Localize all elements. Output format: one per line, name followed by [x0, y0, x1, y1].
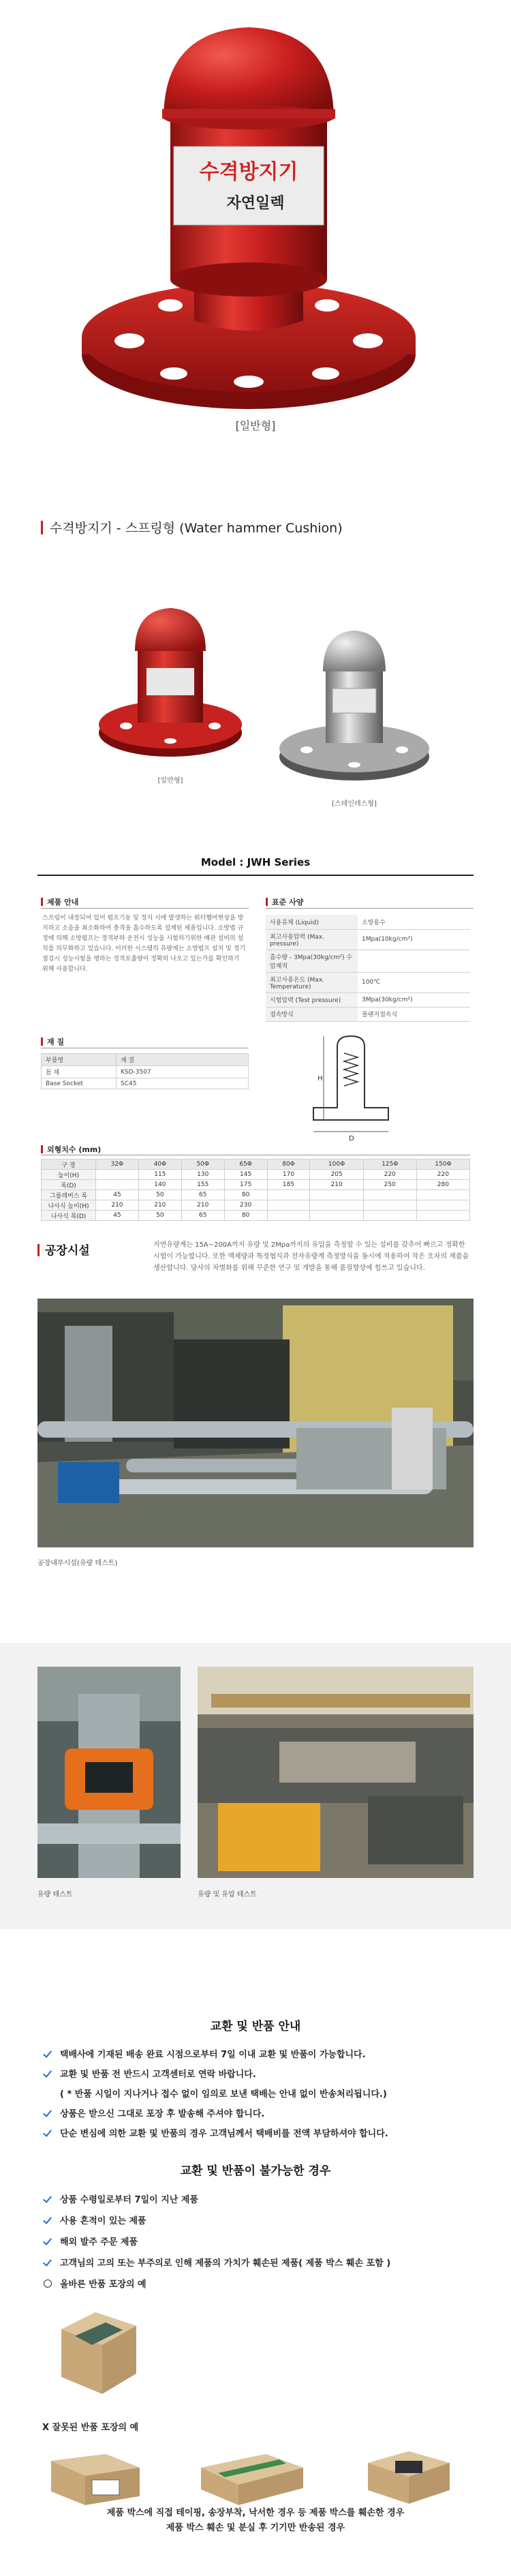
spring-title-text: 수격방지기 - 스프링형 (Water hammer Cushion)	[50, 521, 343, 536]
description-title-text: 제품 안내	[47, 898, 79, 907]
dimensions-cell	[96, 1180, 139, 1190]
dimensions-cell	[363, 1190, 416, 1200]
spec-key: 최고사용압력 (Max. pressure)	[266, 929, 358, 950]
spec-value: 100℃	[358, 972, 470, 992]
exchange-item-text: 택배사에 기재된 배송 완료 시점으로부터 7일 이내 교환 및 반품이 가능합니다.	[60, 2050, 366, 2060]
bad-packing-line1: 제품 박스에 직접 테이핑, 송장부착, 낙서한 경우 등 제품 박스를 훼손한 경우	[106, 2508, 405, 2518]
dimensions-cell: 185	[267, 1180, 310, 1190]
dimensions-row	[42, 1180, 470, 1190]
not-allowed-item	[42, 2188, 478, 2209]
dimensions-cell: 130	[181, 1170, 224, 1180]
spec-key: 사용유체 (Liquid)	[266, 915, 358, 929]
spec-value: 플랜지접속식	[358, 1007, 470, 1021]
dimensions-header-cell: 50Φ	[181, 1160, 224, 1170]
bad-packing-label: X 잘못된 반품 포장의 예	[42, 2423, 139, 2433]
dimensions-cell	[267, 1211, 310, 1221]
good-packing-text: 올바른 반품 포장의 예	[60, 2279, 146, 2290]
spec-value: 1Mpa(10kg/cm²)	[358, 929, 470, 950]
title-accent-bar	[41, 521, 43, 534]
exchange-item-text: 상품은 받으신 그대로 포장 후 발송해 주셔야 합니다.	[60, 2109, 265, 2119]
dimensions-cell: 175	[224, 1180, 267, 1190]
not-allowed-item	[42, 2252, 478, 2273]
dimensions-cell: 65	[181, 1190, 224, 1200]
stainless-product-image	[266, 620, 443, 791]
spec-value: 소방용수	[358, 915, 470, 929]
spec-value: 3Mpa(30kg/cm²)	[358, 992, 470, 1007]
bad-packing-description	[0, 2506, 511, 2536]
spec-underline	[266, 908, 474, 909]
description-text: 스프링이 내장되어 있어 펌프기동 및 정지 시에 발생하는 워터햄머현상을 방지하고 소음을 최소화하여 충격을 흡수하도록 설계된 제품입니다. 소방법 규정에 의해 소방펌프는 정격부하 운전시 성능을 시험하기위한 배관 설비의 설치를 의무화하고 있습니다. 이러한 시스템의 유량계는 소방펌프 설치 및 정기점검시 성능시험을 행하는 정격토출량이 정확히 나오고 있는가를 확인하기 위해 사용합니다.	[42, 915, 246, 973]
dimensions-cell: 나사식 높이(H)	[42, 1200, 96, 1211]
factory-title-text: 공장시설	[45, 1244, 90, 1258]
not-allowed-list	[42, 2188, 478, 2294]
description-title	[41, 896, 78, 907]
dimensions-title	[41, 1144, 101, 1155]
dimensions-title-text: 외형치수 (mm)	[47, 1145, 102, 1154]
dimensions-cell: 80	[224, 1190, 267, 1200]
dimensions-cell	[267, 1200, 310, 1211]
dimensions-cell: 205	[310, 1170, 363, 1180]
material-title	[41, 1036, 64, 1047]
check-icon	[42, 2257, 53, 2268]
dimensions-header-cell: 구 경	[42, 1160, 96, 1170]
accent-mark	[37, 1244, 40, 1256]
dimensions-header-row	[42, 1160, 470, 1170]
not-allowed-item	[42, 2209, 478, 2230]
cross-section-drawing	[286, 1033, 429, 1142]
model-banner: Model : JWH Series	[200, 856, 311, 868]
dimensions-cell: 50	[138, 1190, 181, 1200]
drawing-label-h: H	[318, 1075, 323, 1082]
dimensions-header-cell: 65Φ	[224, 1160, 267, 1170]
dimensions-cell: 210	[96, 1200, 139, 1211]
dimensions-cell: 170	[267, 1170, 310, 1180]
dimensions-cell: 115	[138, 1170, 181, 1180]
accent-mark	[41, 1037, 43, 1046]
description-underline	[41, 908, 249, 909]
exchange-item	[42, 2063, 478, 2083]
dimensions-cell: 그룹레버스 폭	[42, 1190, 96, 1200]
dimensions-cell: 45	[96, 1211, 139, 1221]
check-icon	[42, 2048, 53, 2059]
model-divider	[37, 875, 474, 876]
dimensions-header-cell: 32Φ	[96, 1160, 139, 1170]
spec-title-text: 표준 사양	[272, 898, 304, 907]
exchange-note	[42, 2083, 478, 2103]
drawing-label-d: D	[349, 1135, 354, 1142]
exchange-item	[42, 2103, 478, 2123]
exchange-item	[42, 2123, 478, 2142]
dimensions-cell: 210	[310, 1180, 363, 1190]
factory-text: 자연유량계는 15A~200A까지 유량 및 2Mpa까지의 유압을 측정할 수 있는 설비를 갖추어 빠르고 정확한 시험이 가능합니다. 또한 액체량과 특정협식과 전자유량계 측정방식을 동시에 적용하여 작은 오차의 제품을 생산합니다. 당사의 차별화를 위해 꾸준한 연구 및 개발을 통해 품질향상에 힘쓰고 있습니다.	[153, 1241, 469, 1272]
spec-key: 시험압력 (Test pressure)	[266, 992, 358, 1007]
dimensions-cell: 높이(H)	[42, 1170, 96, 1180]
spec-row	[266, 929, 470, 950]
dimensions-cell: 280	[416, 1180, 469, 1190]
check-icon	[42, 2108, 53, 2119]
material-key: 부품명	[42, 1054, 117, 1066]
dimensions-header-cell: 100Φ	[310, 1160, 363, 1170]
spec-row	[266, 915, 470, 929]
dimensions-header-cell: 40Φ	[138, 1160, 181, 1170]
check-icon	[42, 2236, 53, 2247]
not-allowed-title: 교환 및 반품이 불가능한 경우	[180, 2164, 331, 2178]
material-key: 몸 체	[42, 1066, 117, 1078]
not-allowed-item	[42, 2230, 478, 2252]
bad-packing-line2: 제품 박스 훼손 및 분실 후 기기만 반송된 경우	[166, 2523, 345, 2533]
exchange-title: 교환 및 반품 안내	[210, 2020, 301, 2033]
dimensions-cell	[96, 1170, 139, 1180]
dimensions-cell	[416, 1211, 469, 1221]
flow-test-photo	[37, 1667, 181, 1878]
dimensions-row	[42, 1190, 470, 1200]
dimensions-cell: 나사식 폭(D)	[42, 1211, 96, 1221]
spec-key: 흡수량 - 3Mpa(30kg/cm²) 수압체적	[266, 950, 358, 972]
good-packing-box-image	[48, 2299, 143, 2401]
stainless-product-caption: [스테인레스형]	[332, 800, 377, 808]
dimensions-table	[41, 1159, 470, 1221]
spec-row	[266, 1007, 470, 1021]
dimensions-cell: 210	[138, 1200, 181, 1211]
check-icon	[42, 2068, 53, 2079]
hero-label-line2: 자연일렉	[226, 195, 285, 212]
dimensions-cell	[310, 1190, 363, 1200]
material-value: 재 질	[117, 1054, 249, 1066]
accent-mark	[41, 898, 43, 906]
water-hammer-hero-illustration	[0, 0, 511, 477]
factory-main-photo	[37, 1299, 474, 1547]
spec-key: 최고사용온도 (Max. Temperature)	[266, 972, 358, 992]
dimensions-cell: 145	[224, 1170, 267, 1180]
flow-test-caption: 유량 테스트	[37, 1891, 73, 1898]
spec-table	[266, 915, 470, 1022]
dimensions-cell: 220	[363, 1170, 416, 1180]
not-allowed-item-text: 해외 발주 주문 제품	[60, 2237, 138, 2247]
pressure-test-caption: 유량 및 유압 테스트	[198, 1891, 257, 1898]
check-icon	[42, 2215, 53, 2226]
material-row	[42, 1078, 249, 1089]
check-icon	[42, 2194, 53, 2204]
dimensions-cell: 220	[416, 1170, 469, 1180]
material-row	[42, 1066, 249, 1078]
not-allowed-item-text: 상품 수령일로부터 7일이 지난 제품	[60, 2195, 198, 2205]
dimensions-header-cell: 80Φ	[267, 1160, 310, 1170]
material-table	[41, 1053, 249, 1089]
spec-row	[266, 992, 470, 1007]
dimensions-cell	[310, 1211, 363, 1221]
accent-mark	[266, 898, 268, 906]
spec-title	[266, 896, 303, 907]
dimensions-cell: 65	[181, 1211, 224, 1221]
spec-key: 접속방식	[266, 1007, 358, 1021]
dimensions-cell: 폭(D)	[42, 1180, 96, 1190]
material-value: SC45	[117, 1078, 249, 1089]
spring-section-title	[41, 518, 343, 536]
dimensions-cell: 45	[96, 1190, 139, 1200]
dimensions-header-cell: 125Φ	[363, 1160, 416, 1170]
factory-title	[37, 1241, 90, 1258]
exchange-list	[42, 2044, 478, 2142]
spec-row	[266, 950, 470, 972]
material-key: Base Socket	[42, 1078, 117, 1089]
bad-packing-box-image-1	[44, 2447, 146, 2505]
dimensions-cell	[267, 1190, 310, 1200]
red-product-caption: [일반형]	[157, 777, 183, 785]
material-row	[42, 1054, 249, 1066]
dimensions-header-cell: 150Φ	[416, 1160, 469, 1170]
exchange-item-text: 단순 변심에 의한 교환 및 반품의 경우 고객님께서 택배비를 전액 부담하셔야 합니다.	[60, 2129, 388, 2139]
not-allowed-item-text: 사용 흔적이 있는 제품	[60, 2216, 146, 2226]
dimensions-cell: 50	[138, 1211, 181, 1221]
hero-section	[0, 0, 511, 477]
dimensions-cell	[310, 1200, 363, 1211]
not-allowed-item-text: 고객님의 고의 또는 부주의로 인해 제품의 가치가 훼손된 제품( 제품 박스 훼손 포함 )	[60, 2258, 391, 2269]
spec-value	[358, 950, 470, 972]
exchange-note-text: ( * 반품 시일이 지나거나 접수 없이 임의로 보낸 택배는 안내 없이 반송처리됩니다.)	[60, 2089, 387, 2100]
hero-label-line1: 수격방지기	[199, 160, 298, 184]
dimensions-cell: 230	[224, 1200, 267, 1211]
material-title-text: 재 질	[47, 1037, 65, 1046]
pressure-test-photo	[198, 1667, 474, 1878]
dimensions-cell: 140	[138, 1180, 181, 1190]
exchange-item	[42, 2044, 478, 2063]
dimensions-row	[42, 1200, 470, 1211]
factory-main-caption: 공장내부시설(유량 테스트)	[37, 1560, 118, 1567]
dimensions-row	[42, 1211, 470, 1221]
hero-caption: [일반형]	[235, 419, 276, 432]
circle-icon	[44, 2279, 52, 2288]
exchange-item-text: 교환 및 반품 전 반드시 고객센터로 연락 바랍니다.	[60, 2070, 256, 2080]
good-packing-label	[42, 2273, 478, 2294]
accent-mark	[41, 1145, 43, 1153]
bad-packing-box-image-3	[358, 2446, 460, 2504]
dimensions-cell: 80	[224, 1211, 267, 1221]
red-product-image	[82, 600, 259, 770]
dimensions-cell: 155	[181, 1180, 224, 1190]
material-value: KSD-3507	[117, 1066, 249, 1078]
dimensions-cell	[363, 1200, 416, 1211]
bad-packing-box-image-2	[198, 2447, 307, 2505]
dimensions-cell: 210	[181, 1200, 224, 1211]
dimensions-cell	[416, 1200, 469, 1211]
spec-row	[266, 972, 470, 992]
dimensions-cell	[416, 1190, 469, 1200]
dimensions-cell: 250	[363, 1180, 416, 1190]
dimensions-row	[42, 1170, 470, 1180]
dimensions-cell	[363, 1211, 416, 1221]
check-icon	[42, 2127, 53, 2138]
